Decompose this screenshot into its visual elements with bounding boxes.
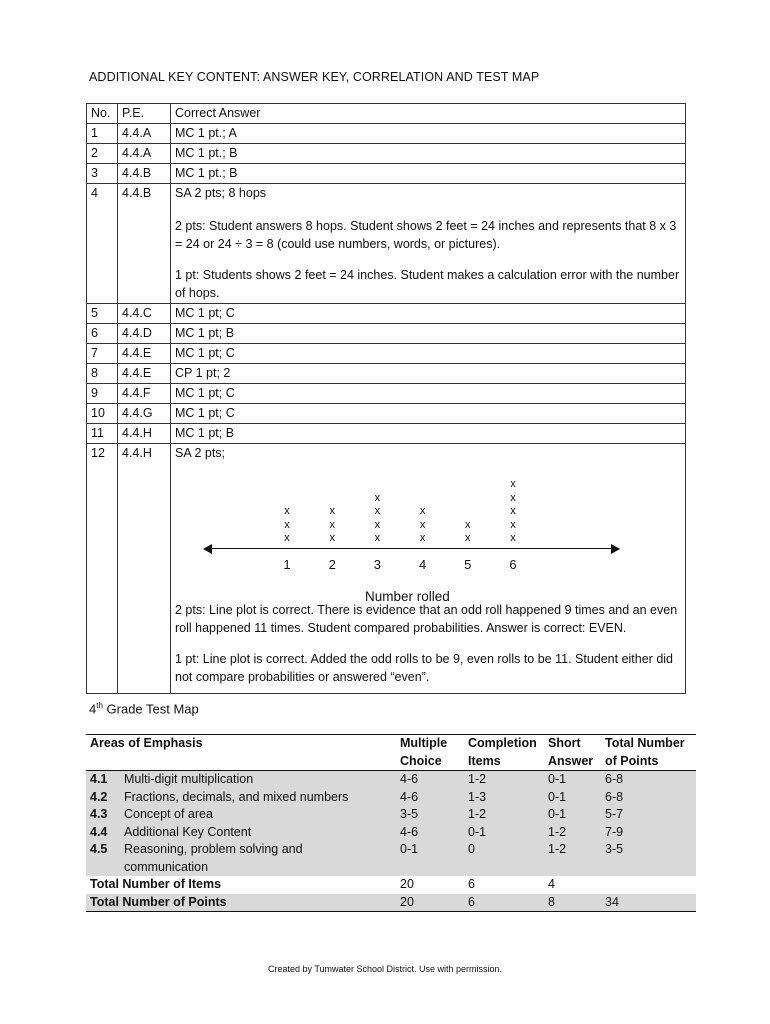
- total-points-value: 3-5: [601, 841, 696, 876]
- item-answer: MC 1 pt; B: [171, 424, 686, 444]
- item-answer: MC 1 pt; C: [171, 304, 686, 324]
- table-row: [86, 806, 696, 824]
- plot-column-1: [277, 505, 297, 546]
- plot-x-mark: x: [510, 491, 516, 504]
- rubric-1-pt: 1 pt: Students shows 2 feet = 24 inches. Student makes a calculation error with the number of hops.: [175, 268, 680, 300]
- plot-column-4: [413, 505, 433, 546]
- table-row: [86, 771, 696, 789]
- plot-x-mark: x: [419, 518, 426, 531]
- item-number: 8: [87, 364, 118, 384]
- item-pe: 4.4.A: [118, 124, 171, 144]
- item-number: 4: [87, 184, 118, 304]
- item-number: 6: [87, 324, 118, 344]
- item-pe: 4.4.E: [118, 364, 171, 384]
- multiple-choice-value: 20: [396, 894, 464, 912]
- total-points-value: 34: [601, 894, 696, 912]
- plot-x-mark: x: [329, 505, 335, 517]
- item-answer: MC 1 pt; C: [171, 404, 686, 424]
- plot-column-3: [367, 492, 387, 546]
- plot-x-mark: x: [510, 532, 516, 544]
- item-number: 9: [87, 384, 118, 404]
- item-answer: SA 2 pts; 8 hops: [175, 186, 267, 200]
- test-map-header-row: [86, 735, 696, 771]
- short-answer-value: 0-1: [544, 771, 601, 789]
- plot-x-mark: x: [419, 532, 426, 544]
- header-answer: Correct Answer: [171, 104, 686, 124]
- plot-x-mark: x: [284, 505, 290, 517]
- tick-label-6: 6: [509, 557, 517, 572]
- total-points-value: 6-8: [601, 771, 696, 789]
- header-line: Answer: [548, 753, 594, 768]
- table-row: [87, 144, 686, 164]
- item-answer: MC 1 pt; B: [171, 324, 686, 344]
- short-answer-value: 1-2: [544, 841, 601, 876]
- item-pe: 4.4.C: [118, 304, 171, 324]
- tick-label-3: 3: [373, 557, 381, 572]
- answer-key-header-row: [87, 104, 686, 124]
- short-answer-value: 0-1: [544, 789, 601, 807]
- header-line: of Points: [605, 753, 659, 768]
- plot-x-mark: x: [510, 478, 516, 490]
- completion-value: 0: [464, 841, 544, 876]
- area-code: 4.4: [90, 824, 108, 839]
- short-answer-value: 1-2: [544, 824, 601, 842]
- table-row: [86, 824, 696, 842]
- header-short-answer: [544, 735, 601, 771]
- area-cell: [86, 806, 396, 824]
- header-completion-items: [464, 735, 544, 771]
- completion-value: 6: [464, 894, 544, 912]
- item-answer: MC 1 pt; C: [171, 344, 686, 364]
- item-number: 3: [87, 164, 118, 184]
- item-pe: 4.4.B: [118, 164, 171, 184]
- table-row: [87, 424, 686, 444]
- header-line: Total Number: [605, 736, 685, 750]
- item-number: 7: [87, 344, 118, 364]
- total-points-value: 6-8: [601, 789, 696, 807]
- multiple-choice-value: 4-6: [396, 771, 464, 789]
- plot-x-mark: x: [284, 532, 290, 544]
- plot-x-mark: x: [284, 518, 290, 531]
- x-axis-label: Number rolled: [365, 589, 450, 604]
- title-text: Grade Test Map: [102, 701, 199, 717]
- area-code: 4.1: [90, 772, 108, 786]
- item-pe: 4.4.B: [118, 184, 171, 304]
- header-total-points: [601, 735, 696, 771]
- item-answer: SA 2 pts;: [175, 446, 226, 460]
- footer-note: Created by Tumwater School District. Use with permission.: [267, 964, 503, 974]
- completion-value: 1-3: [464, 789, 544, 807]
- completion-value: 1-2: [464, 806, 544, 824]
- table-row: [87, 364, 686, 384]
- header-line: Completion: [468, 736, 537, 750]
- area-code: 4.3: [90, 807, 108, 821]
- item-answer: CP 1 pt; 2: [171, 364, 686, 384]
- short-answer-value: 8: [544, 894, 601, 912]
- test-map-title: [89, 701, 199, 716]
- plot-x-mark: x: [465, 518, 471, 531]
- line-plot: [175, 462, 681, 602]
- header-multiple-choice: [396, 735, 464, 771]
- totals-items-row: [86, 876, 696, 894]
- area-code: 4.5: [90, 842, 108, 856]
- header-pe: P.E.: [118, 104, 171, 124]
- rubric: [175, 602, 681, 686]
- area-cell: [86, 841, 396, 876]
- area-name: Concept of area: [124, 807, 213, 821]
- plot-x-mark: x: [374, 518, 381, 531]
- multiple-choice-value: 4-6: [396, 824, 464, 842]
- tick-label-5: 5: [464, 557, 472, 572]
- area-cell: [86, 824, 396, 842]
- area-cell: [86, 771, 396, 789]
- multiple-choice-value: 3-5: [396, 806, 464, 824]
- completion-value: 1-2: [464, 771, 544, 789]
- table-row: [87, 404, 686, 424]
- plot-x-mark: x: [374, 505, 381, 517]
- plot-x-mark: x: [465, 532, 471, 544]
- item-number: 1: [87, 124, 118, 144]
- item-answer: MC 1 pt; C: [171, 384, 686, 404]
- area-name: Additional Key Content: [124, 824, 252, 839]
- table-row: [86, 841, 696, 876]
- answer-key-table: [86, 103, 686, 694]
- plot-x-mark: x: [329, 518, 335, 531]
- area-name: Multi-digit multiplication: [124, 772, 254, 786]
- area-code: 4.2: [90, 789, 108, 804]
- plot-x-mark: x: [510, 518, 516, 531]
- table-row: [87, 384, 686, 404]
- table-row: [87, 164, 686, 184]
- title-superscript: th: [96, 701, 103, 710]
- multiple-choice-value: 20: [400, 877, 414, 891]
- table-row-item-4: [87, 184, 686, 304]
- item-number: 5: [87, 304, 118, 324]
- short-answer-value: 4: [548, 877, 555, 891]
- item-pe: 4.4.G: [118, 404, 171, 424]
- table-row: [86, 789, 696, 807]
- plot-x-mark: x: [374, 532, 381, 544]
- table-row-item-12: [87, 444, 686, 694]
- plot-column-5: [458, 519, 478, 546]
- rubric: [175, 202, 681, 302]
- plot-x-mark: x: [374, 491, 381, 504]
- plot-x-mark: x: [510, 505, 516, 517]
- tick-label-2: 2: [328, 557, 336, 572]
- title-grade: 4: [89, 701, 97, 717]
- item-number: 11: [87, 424, 118, 444]
- tick-label-1: 1: [283, 557, 291, 572]
- totals-label: Total Number of Points: [86, 894, 396, 912]
- totals-label: Total Number of Items: [90, 877, 222, 891]
- rubric-2-pts: 2 pts: Line plot is correct. There is evidence that an odd roll happened 9 times and an even roll happened 11 times. Student compared probabilities. Answer is correct: EVEN.: [175, 603, 678, 635]
- item-pe: 4.4.D: [118, 324, 171, 344]
- plot-x-mark: x: [419, 505, 426, 517]
- item-number: 2: [87, 144, 118, 164]
- totals-points-row: [86, 894, 696, 912]
- item-answer: MC 1 pt.; B: [171, 164, 686, 184]
- short-answer-value: 0-1: [544, 806, 601, 824]
- number-line-axis: [205, 548, 613, 549]
- total-points-value: [601, 876, 696, 894]
- table-row: [87, 324, 686, 344]
- item-pe: 4.4.H: [118, 444, 171, 694]
- item-pe: 4.4.F: [118, 384, 171, 404]
- plot-x-mark: x: [329, 532, 335, 544]
- area-name: Reasoning, problem solving and communication: [124, 842, 303, 874]
- header-line: Multiple: [400, 736, 448, 750]
- axis-left-arrow: [203, 544, 212, 554]
- total-points-value: 5-7: [601, 806, 696, 824]
- header-line: Items: [468, 753, 501, 768]
- item-number: 10: [87, 404, 118, 424]
- total-points-value: 7-9: [601, 824, 696, 842]
- page-title: ADDITIONAL KEY CONTENT: ANSWER KEY, CORRELATION AND TEST MAP: [89, 70, 540, 84]
- plot-column-2: [322, 505, 342, 546]
- completion-value: 0-1: [464, 824, 544, 842]
- multiple-choice-value: 4-6: [396, 789, 464, 807]
- header-line: Short: [548, 736, 581, 750]
- plot-column-6: [503, 478, 523, 546]
- item-number: 12: [87, 444, 118, 694]
- table-row: [87, 344, 686, 364]
- rubric-2-pts: 2 pts: Student answers 8 hops. Student shows 2 feet = 24 inches and represents that 8 x 3 = 24 or 24 ÷ 3 = 8 (could use numbers, words, or pictures).: [175, 219, 677, 251]
- axis-right-arrow: [611, 544, 620, 554]
- tick-label-4: 4: [418, 557, 427, 572]
- table-row: [87, 304, 686, 324]
- header-no: No.: [87, 104, 118, 124]
- item-pe: 4.4.E: [118, 344, 171, 364]
- item-answer-with-plot: [171, 444, 686, 694]
- multiple-choice-value: 0-1: [396, 841, 464, 876]
- item-answer-with-rubric: [171, 184, 686, 304]
- area-name: Fractions, decimals, and mixed numbers: [124, 789, 349, 804]
- test-map-table: [86, 734, 696, 912]
- area-cell: [86, 789, 396, 807]
- header-line: Choice: [400, 753, 442, 768]
- table-row: [87, 124, 686, 144]
- item-pe: 4.4.A: [118, 144, 171, 164]
- item-answer: MC 1 pt.; B: [171, 144, 686, 164]
- item-pe: 4.4.H: [118, 424, 171, 444]
- rubric-1-pt: 1 pt: Line plot is correct. Added the odd rolls to be 9, even rolls to be 11. Student either did not compare probabilities or answered “even”.: [175, 652, 673, 684]
- completion-value: 6: [468, 877, 475, 891]
- item-answer: MC 1 pt.; A: [171, 124, 686, 144]
- header-areas: Areas of Emphasis: [86, 735, 396, 771]
